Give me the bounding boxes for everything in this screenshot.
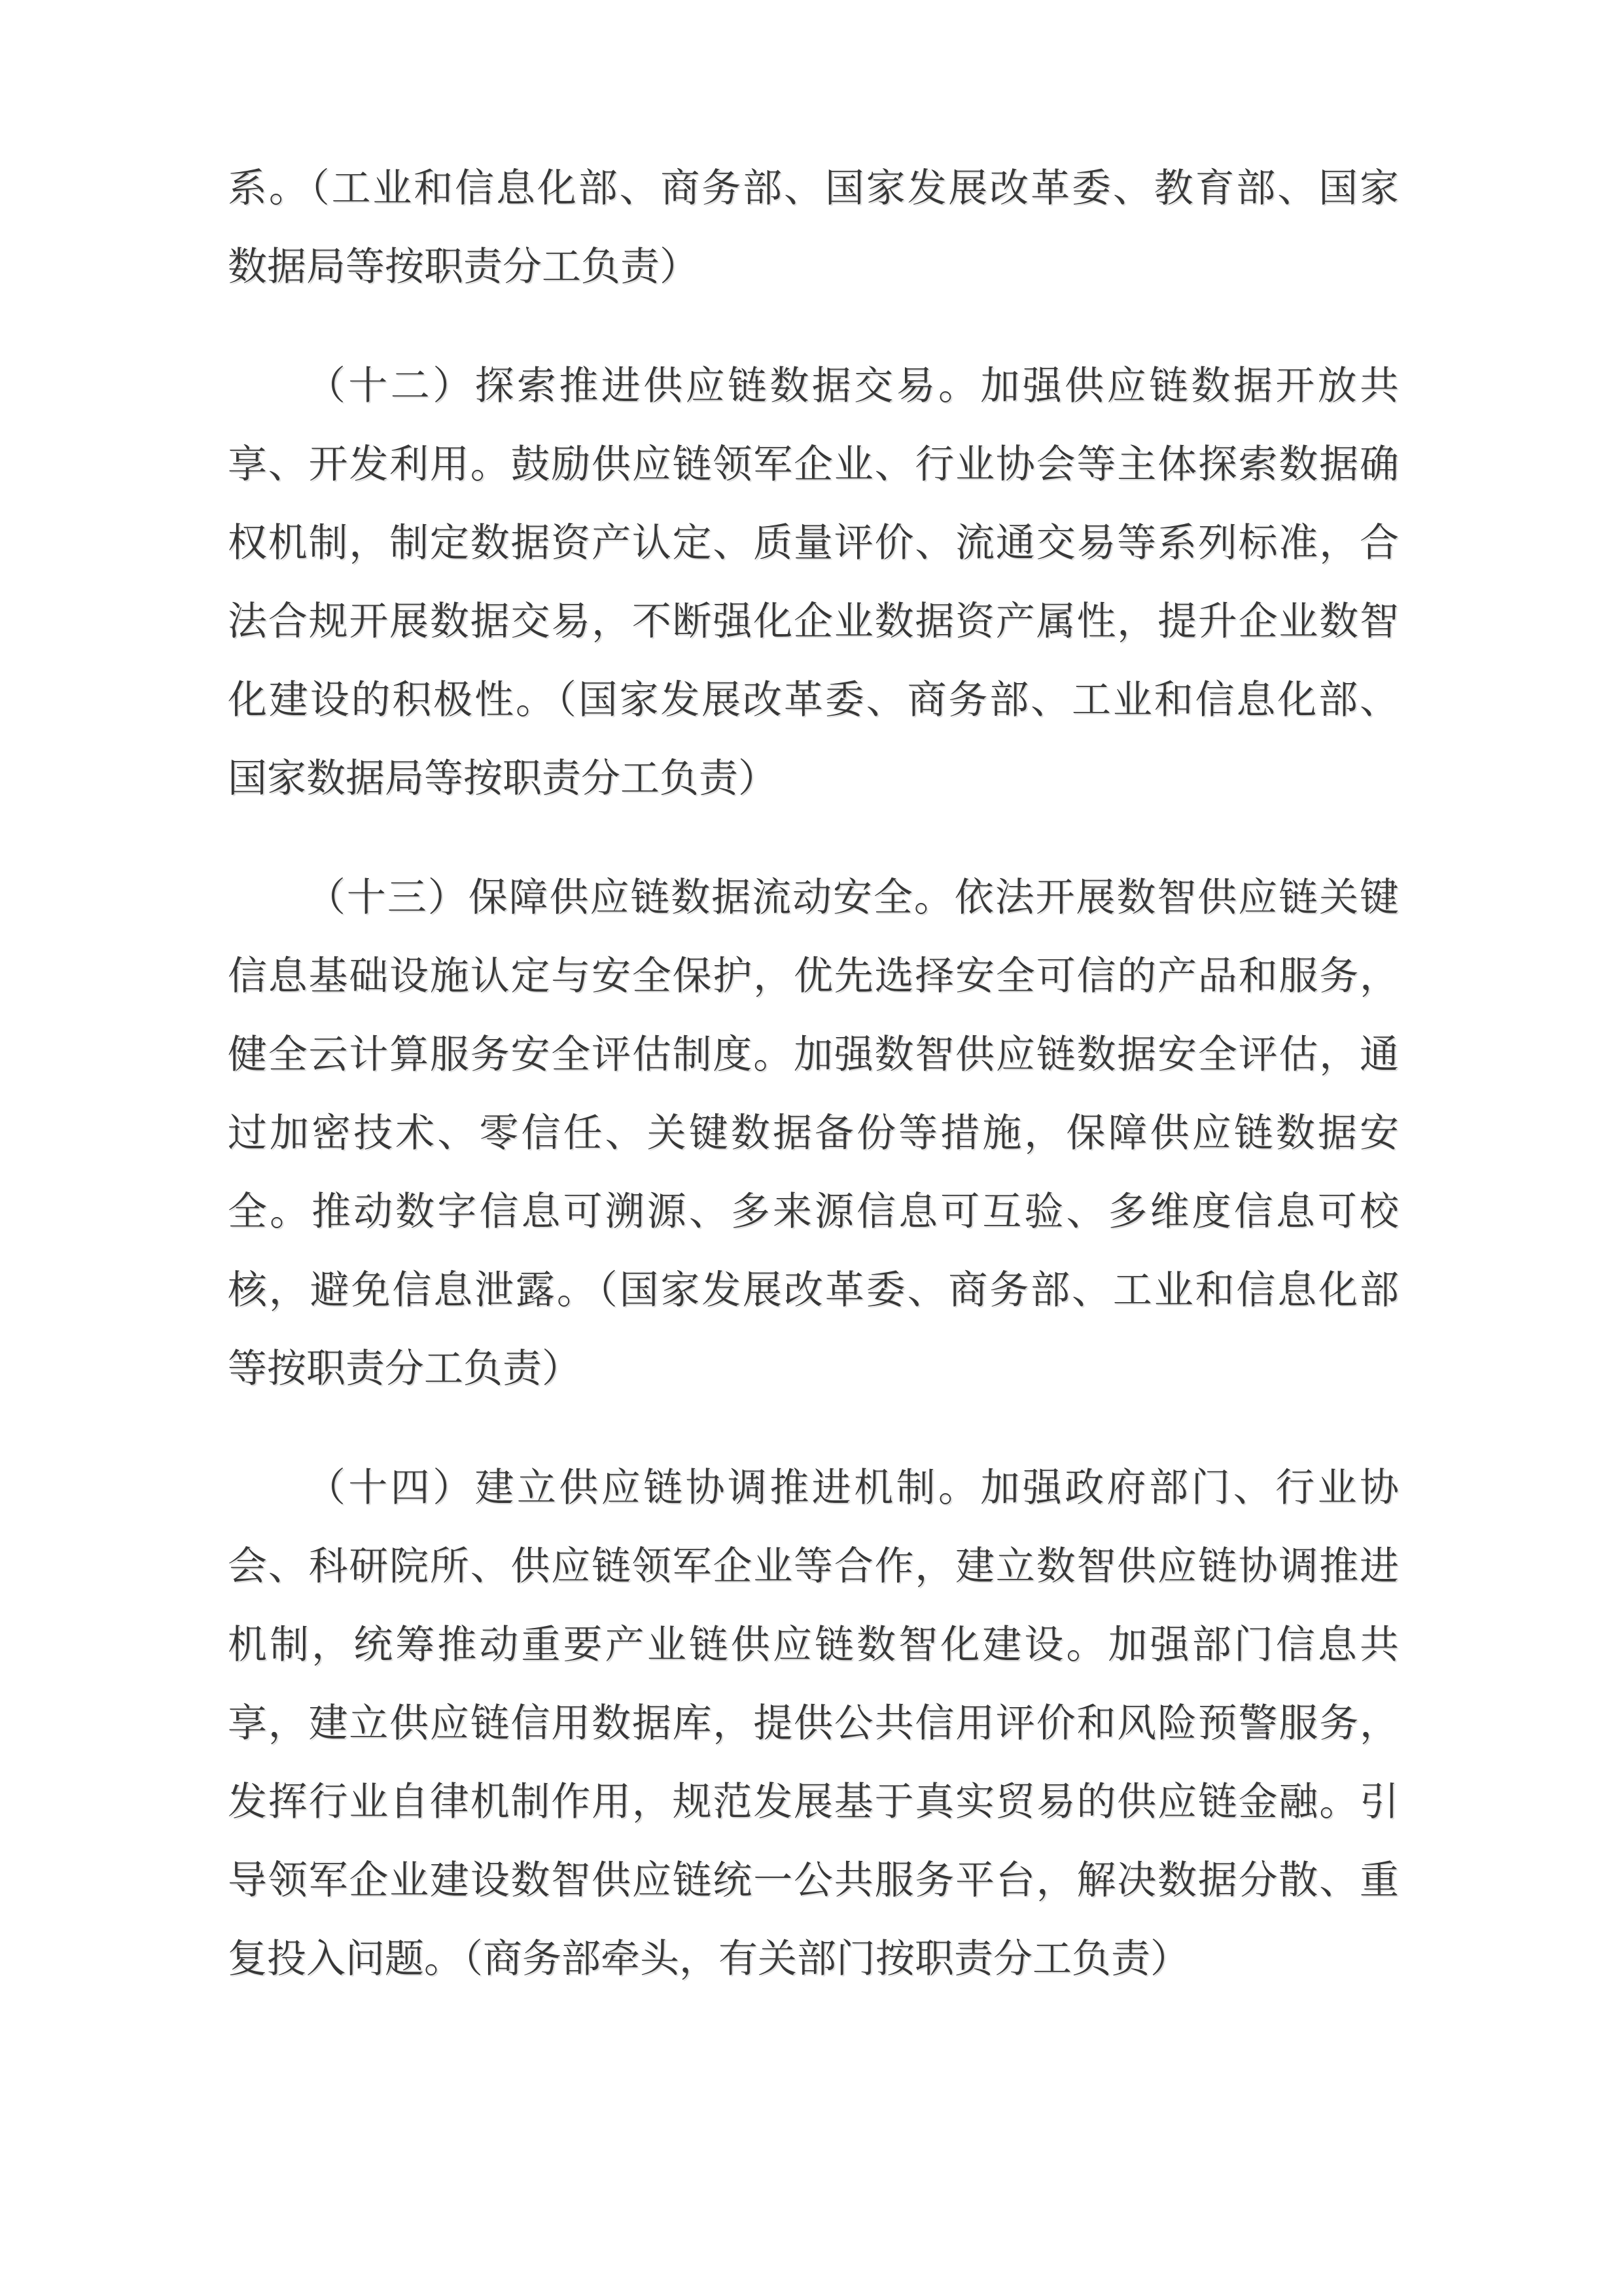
text-line: 享，建立供应链信用数据库，提供公共信用评价和风险预警服务， <box>228 1702 1399 1745</box>
text-line: 复投入问题。（商务部牵头，有关部门按职责分工负责） <box>228 1937 1190 1981</box>
text-line: 权机制，制定数据资产认定、质量评价、流通交易等系列标准，合 <box>228 521 1399 565</box>
text-line: 核，避免信息泄露。（国家发展改革委、商务部、工业和信息化部 <box>228 1269 1399 1312</box>
text-line: （十三）保障供应链数据流动安全。依法开展数智供应链关键 <box>306 876 1399 919</box>
paragraph <box>228 347 1399 818</box>
text-line: 等按职责分工负责） <box>228 1347 581 1390</box>
text-line: 信息基础设施认定与安全保护，优先选择安全可信的产品和服务， <box>228 955 1399 998</box>
text-line: 系。（工业和信息化部、商务部、国家发展改革委、教育部、国家 <box>228 167 1399 210</box>
text-line: （十四）建立供应链协调推进机制。加强政府部门、行业协 <box>306 1466 1399 1510</box>
text-line: （十二）探索推进供应链数据交易。加强供应链数据开放共 <box>306 364 1399 408</box>
text-line: 法合规开展数据交易，不断强化企业数据资产属性，提升企业数智 <box>228 600 1399 643</box>
text-line: 国家数据局等按职责分工负责） <box>228 757 777 800</box>
text-line: 导领军企业建设数智供应链统一公共服务平台，解决数据分散、重 <box>228 1859 1399 1902</box>
document-text-block <box>228 149 1399 1998</box>
paragraph <box>228 858 1399 1408</box>
paragraph <box>228 149 1399 306</box>
text-line: 数据局等按职责分工负责） <box>228 245 699 289</box>
text-line: 过加密技术、零信任、关键数据备份等措施，保障供应链数据安 <box>228 1112 1399 1155</box>
text-line: 健全云计算服务安全评估制度。加强数智供应链数据安全评估，通 <box>228 1033 1399 1076</box>
text-line: 化建设的积极性。（国家发展改革委、商务部、工业和信息化部、 <box>228 679 1399 722</box>
text-line: 全。推动数字信息可溯源、多来源信息可互验、多维度信息可校 <box>228 1190 1399 1233</box>
text-line: 发挥行业自律机制作用，规范发展基于真实贸易的供应链金融。引 <box>228 1780 1399 1824</box>
paragraph <box>228 1449 1399 1998</box>
text-line: 机制，统筹推动重要产业链供应链数智化建设。加强部门信息共 <box>228 1623 1399 1667</box>
text-line: 享、开发利用。鼓励供应链领军企业、行业协会等主体探索数据确 <box>228 443 1399 486</box>
text-line: 会、科研院所、供应链领军企业等合作，建立数智供应链协调推进 <box>228 1545 1399 1588</box>
